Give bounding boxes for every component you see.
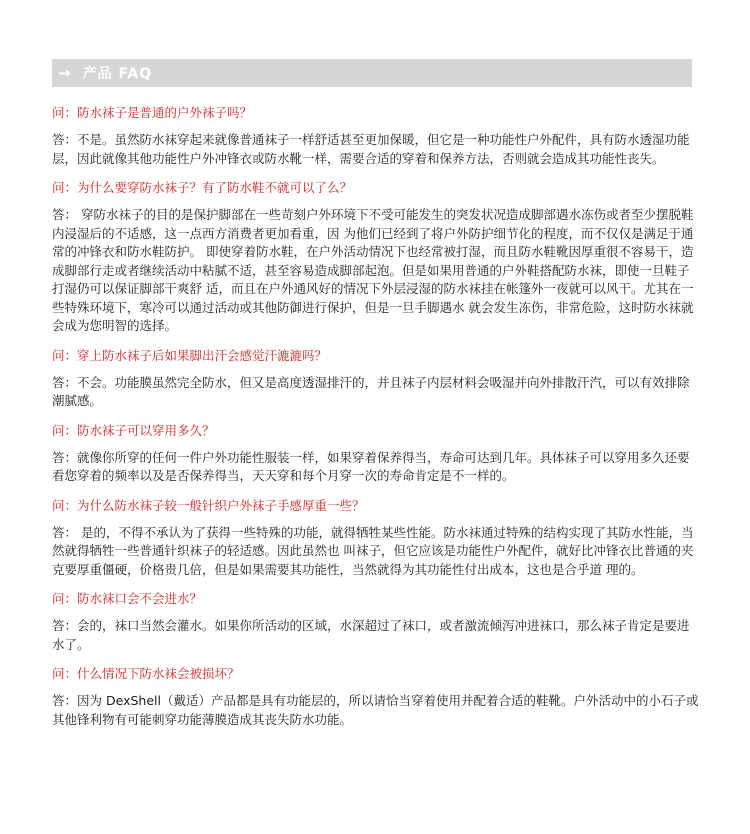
faq-question: 问：防水袜口会不会进水？ <box>52 591 203 606</box>
faq-answer: 答：不会。功能膜虽然完全防水，但又是高度透湿排汗的，并且袜子内层材料会吸湿并向外排散汗汽，可以有效排除潮腻感。 <box>52 374 690 408</box>
faq-answer: 答：就像你所穿的任何一件户外功能性服装一样，如果穿着保养得当，寿命可达到几年。具体袜子可以穿用多久还要看您穿着的频率以及是否保养得当，天天穿和每个月穿一次的寿命肯定是不一样的。 <box>52 449 690 483</box>
faq-question: 问：什么情况下防水袜会被损坏？ <box>52 666 240 681</box>
faq-answer: 答：不是。虽然防水袜穿起来就像普通袜子一样舒适甚至更加保暖，但它是一种功能性户外配件，具有防水透湿功能层，因此就像其他功能性户外冲锋衣或防水靴一样，需要合适的穿着和保养方法，否则就会造成其功能性丧失。 <box>52 132 690 166</box>
faq-answer: 答：因为 DexShell（戴适）产品都是具有功能层的，所以请恰当穿着使用并配着合适的鞋靴。户外活动中的小石子或其他锋利物有可能刺穿功能薄膜造成其丧失防水功能。 <box>52 693 699 727</box>
faq-answer: 答： 穿防水袜子的目的是保护脚部在一些苛刻户外环境下不受可能发生的突发状况造成脚部遇水冻伤或者至少摆脱鞋内浸湿后的不适感，这一点西方消费者更加看重，因 为他们已经到了将户外防护细节化的程度，而不仅仅是满足于通常的冲锋衣和防水鞋防护。 即使穿着防水鞋，在户外活动情况下也经常被打湿，而且防水鞋靴因厚重很不容易干，造成脚部行走或者继续活动中粘腻不适，甚至容易造成脚部起泡。但是如果用普通的户外鞋搭配防水袜，即使一旦鞋子打湿仍可以保证脚部干爽舒 适，而且在户外通风好的情况下外层浸湿的防水袜挂在帐篷外一夜就可以风干。尤其在一些特殊环境下，寒冷可以通过活动或其他防御进行保护，但是一旦手脚遇水 就会发生冻伤，非常危险，这时防水袜就会成为您明智的选择。 <box>52 207 694 333</box>
faq-list <box>52 104 700 740</box>
faq-item <box>52 422 700 486</box>
faq-item <box>52 104 700 168</box>
arrow-right-icon: → <box>58 64 71 82</box>
faq-answer: 答： 是的，不得不承认为了获得一些特殊的功能，就得牺牲某些性能。防水袜通过特殊的结构实现了其防水性能，当然就得牺牲一些普通针织袜子的轻适感。因此虽然也 叫袜子，但它应该是功能性户外配件，就好比冲锋衣比普通的夹克要厚重僵硬，价格贵几倍，但是如果需要其功能性，当然就得为其功能性付出成本，这也是合乎道 理的。 <box>52 524 694 577</box>
faq-item <box>52 590 700 654</box>
faq-item <box>52 665 700 729</box>
faq-section-header <box>52 59 692 87</box>
faq-question: 问：穿上防水袜子后如果脚出汗会感觉汗漉漉吗？ <box>52 347 328 363</box>
faq-answer: 答：会的，袜口当然会灌水。如果你所活动的区域，水深超过了袜口，或者激流倾泻冲进袜口，那么袜子肯定是要进水了。 <box>52 618 690 652</box>
faq-item <box>52 347 700 411</box>
faq-item <box>52 497 700 580</box>
faq-question: 问：为什么要穿防水袜子？有了防水鞋不就可以了么？ <box>52 180 353 195</box>
faq-question: 问：防水袜子可以穿用多久？ <box>52 422 215 438</box>
faq-question: 问：防水袜子是普通的户外袜子吗？ <box>52 105 253 120</box>
faq-question: 问：为什么防水袜子较一般针织户外袜子手感厚重一些？ <box>52 497 365 513</box>
faq-item <box>52 179 700 336</box>
section-title: 产品 FAQ <box>82 66 153 82</box>
